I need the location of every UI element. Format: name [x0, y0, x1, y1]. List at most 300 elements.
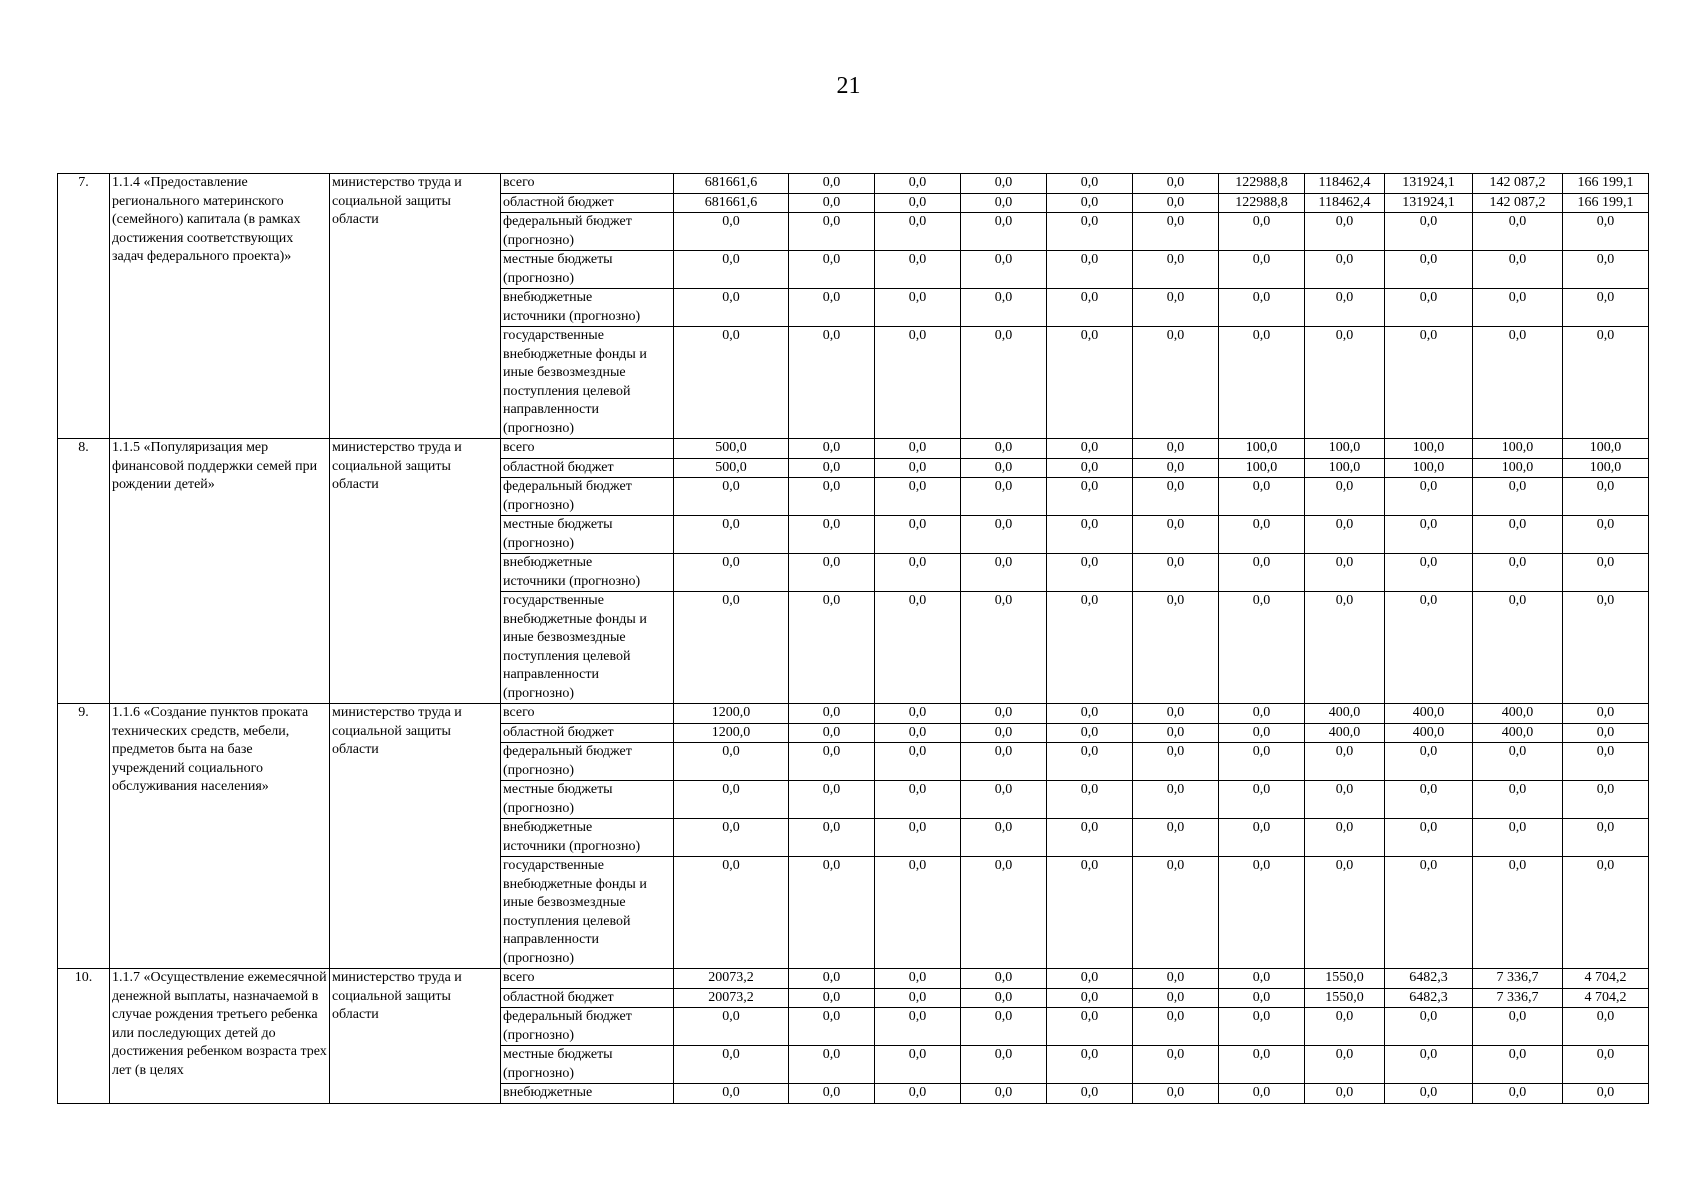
amount-cell: 100,0	[1563, 458, 1649, 478]
amount-cell: 0,0	[1473, 213, 1563, 251]
amount-cell: 100,0	[1305, 458, 1385, 478]
amount-cell: 0,0	[1563, 1084, 1649, 1104]
amount-cell: 0,0	[1133, 969, 1219, 989]
table-row	[58, 969, 1649, 989]
amount-cell: 0,0	[674, 781, 789, 819]
amount-cell: 0,0	[875, 743, 961, 781]
amount-cell: 0,0	[789, 1008, 875, 1046]
amount-cell: 20073,2	[674, 988, 789, 1008]
amount-cell: 0,0	[1305, 592, 1385, 704]
amount-cell: 500,0	[674, 439, 789, 459]
amount-cell: 0,0	[1385, 478, 1473, 516]
amount-cell: 0,0	[961, 478, 1047, 516]
amount-cell: 142 087,2	[1473, 193, 1563, 213]
amount-cell: 0,0	[1219, 213, 1305, 251]
amount-cell: 166 199,1	[1563, 193, 1649, 213]
amount-cell: 0,0	[1133, 289, 1219, 327]
table-row	[58, 439, 1649, 459]
measure-title: 1.1.6 «Создание пунктов проката технических средств, мебели, предметов быта на базе учреждений социального обслуживания населения»	[110, 704, 330, 969]
funding-source-line: областной бюджет	[503, 724, 614, 740]
amount-cell: 0,0	[1563, 327, 1649, 439]
amount-cell: 0,0	[1563, 592, 1649, 704]
amount-cell: 0,0	[1473, 592, 1563, 704]
amount-cell: 0,0	[1473, 1008, 1563, 1046]
table-row	[58, 174, 1649, 194]
amount-cell: 0,0	[1047, 819, 1133, 857]
executor: министерство труда и социальной защиты области	[330, 704, 501, 969]
amount-cell: 0,0	[1133, 193, 1219, 213]
amount-cell: 0,0	[961, 251, 1047, 289]
amount-cell: 0,0	[1305, 1008, 1385, 1046]
amount-cell: 0,0	[1305, 781, 1385, 819]
amount-cell: 0,0	[961, 174, 1047, 194]
amount-cell: 0,0	[789, 516, 875, 554]
amount-cell: 0,0	[1047, 592, 1133, 704]
amount-cell: 0,0	[961, 289, 1047, 327]
amount-cell: 0,0	[1563, 478, 1649, 516]
amount-cell: 0,0	[789, 704, 875, 724]
amount-cell: 0,0	[1047, 1084, 1133, 1104]
amount-cell: 0,0	[961, 554, 1047, 592]
amount-cell: 0,0	[961, 1084, 1047, 1104]
amount-cell: 122988,8	[1219, 193, 1305, 213]
amount-cell: 0,0	[1133, 781, 1219, 819]
amount-cell: 0,0	[1047, 213, 1133, 251]
amount-cell: 0,0	[674, 327, 789, 439]
amount-cell: 0,0	[875, 554, 961, 592]
amount-cell: 400,0	[1305, 704, 1385, 724]
amount-cell: 0,0	[1219, 819, 1305, 857]
amount-cell: 0,0	[1133, 1046, 1219, 1084]
amount-cell: 100,0	[1385, 439, 1473, 459]
amount-cell: 0,0	[1473, 516, 1563, 554]
amount-cell: 0,0	[961, 458, 1047, 478]
amount-cell: 0,0	[961, 1046, 1047, 1084]
amount-cell: 0,0	[961, 988, 1047, 1008]
amount-cell: 0,0	[789, 554, 875, 592]
measure-title: 1.1.4 «Предоставление регионального материнского (семейного) капитала (в рамках достижения соответствующих задач федерального проекта)»	[110, 174, 330, 439]
funding-source	[501, 969, 674, 989]
amount-cell: 0,0	[1563, 516, 1649, 554]
amount-cell: 0,0	[1473, 554, 1563, 592]
amount-cell: 500,0	[674, 458, 789, 478]
budget-table-body	[58, 174, 1649, 1104]
funding-source-line: источники (прогнозно)	[503, 573, 641, 589]
amount-cell: 0,0	[1047, 478, 1133, 516]
amount-cell: 0,0	[961, 704, 1047, 724]
funding-source-line: государственные	[503, 328, 604, 343]
amount-cell: 0,0	[1305, 1084, 1385, 1104]
amount-cell: 0,0	[961, 969, 1047, 989]
funding-source-line: поступления целевой	[503, 913, 631, 929]
amount-cell: 118462,4	[1305, 193, 1385, 213]
funding-source	[501, 723, 674, 743]
executor: министерство труда и социальной защиты области	[330, 969, 501, 1104]
funding-source-line: (прогнозно)	[503, 232, 575, 248]
funding-source	[501, 458, 674, 478]
amount-cell: 0,0	[961, 439, 1047, 459]
amount-cell: 0,0	[1385, 819, 1473, 857]
amount-cell: 0,0	[1385, 781, 1473, 819]
funding-source-line: внебюджетные фонды и	[503, 611, 647, 627]
amount-cell: 0,0	[1133, 857, 1219, 969]
amount-cell: 122988,8	[1219, 174, 1305, 194]
page-number: 21	[836, 73, 861, 99]
amount-cell: 0,0	[1133, 988, 1219, 1008]
amount-cell: 400,0	[1473, 723, 1563, 743]
amount-cell: 0,0	[1133, 743, 1219, 781]
amount-cell: 0,0	[1305, 857, 1385, 969]
amount-cell: 0,0	[1219, 988, 1305, 1008]
funding-source-line: федеральный бюджет	[503, 214, 632, 229]
amount-cell: 100,0	[1385, 458, 1473, 478]
amount-cell: 0,0	[875, 327, 961, 439]
amount-cell: 0,0	[1563, 1008, 1649, 1046]
amount-cell: 0,0	[1133, 819, 1219, 857]
funding-source	[501, 1084, 674, 1104]
amount-cell: 0,0	[674, 592, 789, 704]
funding-source-line: внебюджетные фонды и	[503, 876, 647, 892]
amount-cell: 0,0	[1047, 193, 1133, 213]
amount-cell: 0,0	[1047, 857, 1133, 969]
amount-cell: 0,0	[789, 193, 875, 213]
amount-cell: 0,0	[875, 439, 961, 459]
funding-source-line: внебюджетные фонды и	[503, 346, 647, 362]
amount-cell: 0,0	[1047, 174, 1133, 194]
amount-cell: 0,0	[1219, 704, 1305, 724]
amount-cell: 100,0	[1219, 439, 1305, 459]
amount-cell: 0,0	[1219, 592, 1305, 704]
amount-cell: 0,0	[1563, 819, 1649, 857]
amount-cell: 400,0	[1385, 704, 1473, 724]
amount-cell: 118462,4	[1305, 174, 1385, 194]
amount-cell: 100,0	[1305, 439, 1385, 459]
amount-cell: 0,0	[674, 516, 789, 554]
amount-cell: 0,0	[789, 592, 875, 704]
funding-source-line: (прогнозно)	[503, 270, 575, 286]
amount-cell: 0,0	[1385, 327, 1473, 439]
amount-cell: 0,0	[674, 1046, 789, 1084]
amount-cell: 0,0	[1047, 781, 1133, 819]
amount-cell: 0,0	[875, 704, 961, 724]
amount-cell: 100,0	[1563, 439, 1649, 459]
amount-cell: 0,0	[1219, 251, 1305, 289]
funding-source	[501, 743, 674, 781]
amount-cell: 0,0	[1563, 781, 1649, 819]
amount-cell: 0,0	[1047, 458, 1133, 478]
amount-cell: 0,0	[1219, 289, 1305, 327]
amount-cell: 0,0	[1133, 439, 1219, 459]
amount-cell: 0,0	[1385, 516, 1473, 554]
funding-source	[501, 554, 674, 592]
funding-source-line: внебюджетные	[503, 290, 593, 305]
amount-cell: 0,0	[961, 327, 1047, 439]
amount-cell: 0,0	[1219, 857, 1305, 969]
amount-cell: 6482,3	[1385, 988, 1473, 1008]
funding-source-line: (прогнозно)	[503, 535, 575, 551]
funding-source-line: иные безвозмездные	[503, 630, 626, 645]
funding-source-line: (прогнозно)	[503, 420, 575, 436]
funding-source	[501, 704, 674, 724]
amount-cell: 0,0	[674, 1084, 789, 1104]
funding-source	[501, 289, 674, 327]
amount-cell: 131924,1	[1385, 193, 1473, 213]
amount-cell: 0,0	[1219, 1008, 1305, 1046]
funding-source-line: (прогнозно)	[503, 950, 575, 966]
amount-cell: 0,0	[1563, 1046, 1649, 1084]
amount-cell: 0,0	[1385, 213, 1473, 251]
funding-source-line: федеральный бюджет	[503, 479, 632, 494]
amount-cell: 0,0	[1473, 743, 1563, 781]
amount-cell: 0,0	[875, 781, 961, 819]
funding-source-line: всего	[503, 705, 535, 720]
amount-cell: 0,0	[1047, 439, 1133, 459]
amount-cell: 0,0	[789, 1046, 875, 1084]
funding-source-line: внебюджетные	[503, 1085, 593, 1100]
amount-cell: 0,0	[875, 213, 961, 251]
funding-source	[501, 327, 674, 439]
amount-cell: 1200,0	[674, 723, 789, 743]
amount-cell: 0,0	[1219, 1084, 1305, 1104]
amount-cell: 0,0	[1047, 988, 1133, 1008]
amount-cell: 0,0	[875, 1046, 961, 1084]
funding-source-line: местные бюджеты	[503, 252, 613, 267]
amount-cell: 0,0	[1219, 327, 1305, 439]
amount-cell: 0,0	[961, 193, 1047, 213]
amount-cell: 0,0	[1385, 251, 1473, 289]
funding-source-line: источники (прогнозно)	[503, 838, 641, 854]
amount-cell: 0,0	[1473, 251, 1563, 289]
amount-cell: 0,0	[1473, 857, 1563, 969]
amount-cell: 0,0	[1047, 289, 1133, 327]
funding-source	[501, 213, 674, 251]
funding-source	[501, 781, 674, 819]
amount-cell: 0,0	[875, 458, 961, 478]
amount-cell: 0,0	[1047, 516, 1133, 554]
measure-title: 1.1.5 «Популяризация мер финансовой поддержки семей при рождении детей»	[110, 439, 330, 704]
amount-cell: 0,0	[875, 516, 961, 554]
funding-source	[501, 1008, 674, 1046]
amount-cell: 0,0	[1305, 1046, 1385, 1084]
amount-cell: 0,0	[789, 174, 875, 194]
amount-cell: 0,0	[1305, 251, 1385, 289]
amount-cell: 0,0	[789, 723, 875, 743]
funding-source	[501, 174, 674, 194]
amount-cell: 0,0	[1563, 554, 1649, 592]
amount-cell: 0,0	[1219, 478, 1305, 516]
amount-cell: 0,0	[1133, 1008, 1219, 1046]
amount-cell: 0,0	[1133, 516, 1219, 554]
amount-cell: 0,0	[674, 554, 789, 592]
amount-cell: 0,0	[1563, 289, 1649, 327]
amount-cell: 0,0	[1563, 857, 1649, 969]
funding-source	[501, 193, 674, 213]
amount-cell: 0,0	[875, 819, 961, 857]
funding-source-line: внебюджетные	[503, 820, 593, 835]
amount-cell: 0,0	[1219, 781, 1305, 819]
amount-cell: 0,0	[1047, 743, 1133, 781]
amount-cell: 0,0	[875, 251, 961, 289]
funding-source-line: областной бюджет	[503, 194, 614, 210]
amount-cell: 0,0	[1473, 1046, 1563, 1084]
funding-source	[501, 857, 674, 969]
amount-cell: 0,0	[1133, 213, 1219, 251]
amount-cell: 0,0	[674, 478, 789, 516]
amount-cell: 1200,0	[674, 704, 789, 724]
amount-cell: 0,0	[1133, 327, 1219, 439]
amount-cell: 0,0	[1305, 289, 1385, 327]
amount-cell: 0,0	[1563, 704, 1649, 724]
funding-source-line: местные бюджеты	[503, 517, 613, 532]
amount-cell: 0,0	[1385, 1084, 1473, 1104]
amount-cell: 100,0	[1473, 439, 1563, 459]
funding-source-line: (прогнозно)	[503, 685, 575, 701]
funding-source-line: всего	[503, 175, 535, 190]
funding-source-line: государственные	[503, 593, 604, 608]
amount-cell: 0,0	[1563, 213, 1649, 251]
amount-cell: 20073,2	[674, 969, 789, 989]
funding-source-line: (прогнозно)	[503, 1065, 575, 1081]
amount-cell: 0,0	[789, 781, 875, 819]
funding-source-line: местные бюджеты	[503, 782, 613, 797]
amount-cell: 0,0	[875, 174, 961, 194]
amount-cell: 0,0	[961, 743, 1047, 781]
funding-source-line: федеральный бюджет	[503, 744, 632, 759]
amount-cell: 0,0	[961, 857, 1047, 969]
amount-cell: 0,0	[674, 1008, 789, 1046]
amount-cell: 0,0	[674, 819, 789, 857]
amount-cell: 681661,6	[674, 193, 789, 213]
amount-cell: 0,0	[674, 251, 789, 289]
amount-cell: 0,0	[789, 1084, 875, 1104]
amount-cell: 6482,3	[1385, 969, 1473, 989]
amount-cell: 0,0	[875, 969, 961, 989]
amount-cell: 4 704,2	[1563, 969, 1649, 989]
amount-cell: 0,0	[1385, 1008, 1473, 1046]
amount-cell: 0,0	[789, 743, 875, 781]
amount-cell: 0,0	[875, 592, 961, 704]
funding-source-line: направленности	[503, 932, 600, 947]
funding-source	[501, 592, 674, 704]
amount-cell: 0,0	[1563, 723, 1649, 743]
amount-cell: 0,0	[1563, 743, 1649, 781]
amount-cell: 0,0	[789, 439, 875, 459]
funding-source	[501, 251, 674, 289]
funding-source-line: местные бюджеты	[503, 1047, 613, 1062]
amount-cell: 7 336,7	[1473, 988, 1563, 1008]
amount-cell: 0,0	[789, 251, 875, 289]
amount-cell: 681661,6	[674, 174, 789, 194]
amount-cell: 0,0	[1047, 554, 1133, 592]
amount-cell: 0,0	[875, 988, 961, 1008]
amount-cell: 0,0	[674, 289, 789, 327]
amount-cell: 0,0	[1047, 251, 1133, 289]
amount-cell: 0,0	[1047, 327, 1133, 439]
row-index: 10.	[58, 969, 110, 1104]
amount-cell: 0,0	[1305, 554, 1385, 592]
amount-cell: 142 087,2	[1473, 174, 1563, 194]
amount-cell: 1550,0	[1305, 969, 1385, 989]
row-index: 7.	[58, 174, 110, 439]
amount-cell: 0,0	[1473, 1084, 1563, 1104]
amount-cell: 0,0	[674, 743, 789, 781]
funding-source-line: областной бюджет	[503, 459, 614, 475]
funding-source-line: иные безвозмездные	[503, 895, 626, 910]
funding-source	[501, 516, 674, 554]
amount-cell: 0,0	[1047, 1046, 1133, 1084]
amount-cell: 0,0	[1563, 251, 1649, 289]
funding-source	[501, 1046, 674, 1084]
amount-cell: 0,0	[961, 781, 1047, 819]
amount-cell: 4 704,2	[1563, 988, 1649, 1008]
amount-cell: 0,0	[1305, 213, 1385, 251]
amount-cell: 131924,1	[1385, 174, 1473, 194]
amount-cell: 400,0	[1305, 723, 1385, 743]
funding-source	[501, 988, 674, 1008]
amount-cell: 0,0	[1047, 723, 1133, 743]
budget-table	[57, 173, 1649, 1104]
measure-title: 1.1.7 «Осуществление ежемесячной денежной выплаты, назначаемой в случае рождения третьего ребенка или последующих детей до достижения ребенком возраста трех лет (в целях	[110, 969, 330, 1104]
amount-cell: 0,0	[1219, 554, 1305, 592]
amount-cell: 0,0	[1133, 478, 1219, 516]
amount-cell: 0,0	[789, 213, 875, 251]
amount-cell: 0,0	[875, 723, 961, 743]
amount-cell: 0,0	[789, 458, 875, 478]
funding-source-line: областной бюджет	[503, 989, 614, 1005]
amount-cell: 0,0	[1133, 723, 1219, 743]
funding-source-line: источники (прогнозно)	[503, 308, 641, 324]
amount-cell: 0,0	[1385, 289, 1473, 327]
amount-cell: 0,0	[789, 819, 875, 857]
amount-cell: 0,0	[961, 516, 1047, 554]
executor: министерство труда и социальной защиты области	[330, 439, 501, 704]
amount-cell: 400,0	[1385, 723, 1473, 743]
funding-source-line: государственные	[503, 858, 604, 873]
amount-cell: 7 336,7	[1473, 969, 1563, 989]
amount-cell: 0,0	[1385, 592, 1473, 704]
amount-cell: 0,0	[674, 213, 789, 251]
amount-cell: 0,0	[1305, 516, 1385, 554]
funding-source-line: направленности	[503, 667, 600, 682]
funding-source-line: внебюджетные	[503, 555, 593, 570]
amount-cell: 0,0	[674, 857, 789, 969]
amount-cell: 0,0	[1133, 251, 1219, 289]
amount-cell: 0,0	[1473, 327, 1563, 439]
amount-cell: 0,0	[961, 592, 1047, 704]
amount-cell: 0,0	[961, 723, 1047, 743]
amount-cell: 0,0	[875, 193, 961, 213]
amount-cell: 0,0	[961, 1008, 1047, 1046]
amount-cell: 0,0	[1473, 819, 1563, 857]
amount-cell: 0,0	[1133, 592, 1219, 704]
amount-cell: 0,0	[1305, 327, 1385, 439]
amount-cell: 1550,0	[1305, 988, 1385, 1008]
amount-cell: 0,0	[1133, 704, 1219, 724]
amount-cell: 0,0	[1385, 743, 1473, 781]
executor: министерство труда и социальной защиты области	[330, 174, 501, 439]
amount-cell: 0,0	[1219, 743, 1305, 781]
amount-cell: 0,0	[789, 857, 875, 969]
funding-source	[501, 819, 674, 857]
amount-cell: 0,0	[1473, 478, 1563, 516]
funding-source-line: федеральный бюджет	[503, 1009, 632, 1024]
funding-source	[501, 439, 674, 459]
amount-cell: 0,0	[789, 969, 875, 989]
amount-cell: 0,0	[789, 289, 875, 327]
funding-source-line: (прогнозно)	[503, 1027, 575, 1043]
amount-cell: 100,0	[1473, 458, 1563, 478]
funding-source-line: иные безвозмездные	[503, 365, 626, 380]
